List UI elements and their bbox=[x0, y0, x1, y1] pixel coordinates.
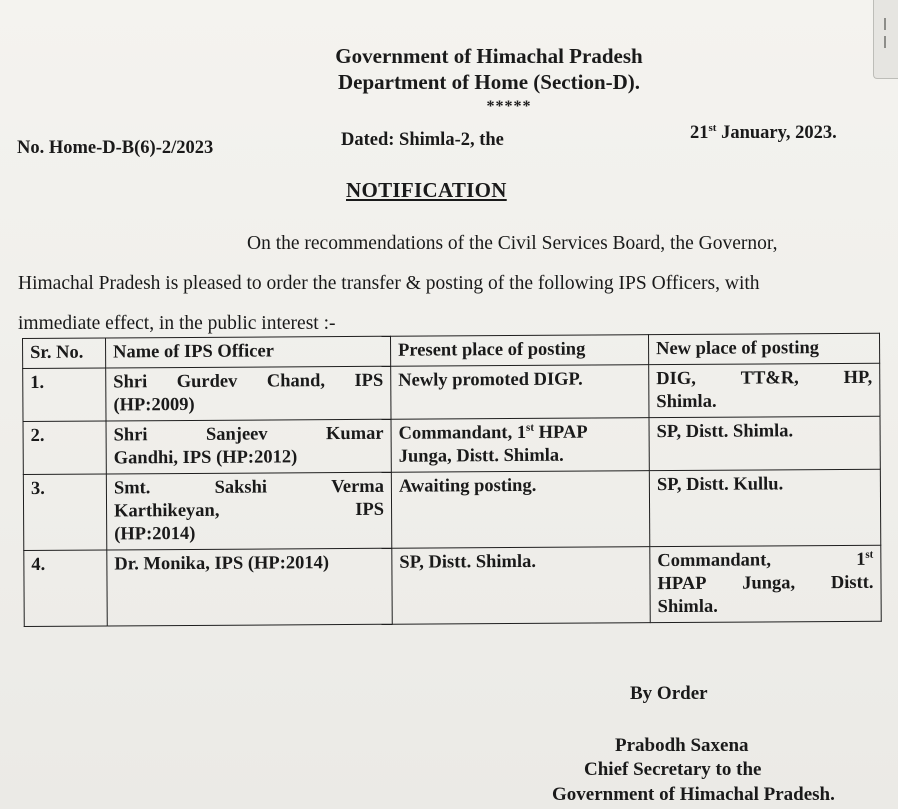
date-value: 21st January, 2023. bbox=[690, 121, 837, 143]
body-line-3: immediate effect, in the public interest :- bbox=[18, 313, 336, 334]
col-header-present: Present place of posting bbox=[390, 335, 648, 367]
file-number: No. Home-D-B(6)-2/2023 bbox=[17, 138, 214, 158]
col-header-new: New place of posting bbox=[648, 333, 879, 364]
body-line-1: On the recommendations of the Civil Services Board, the Governor, bbox=[247, 233, 778, 254]
cell-sr: 4. bbox=[24, 550, 107, 627]
table-row bbox=[23, 363, 880, 421]
table-row bbox=[24, 545, 881, 626]
col-header-name: Name of IPS Officer bbox=[106, 336, 391, 368]
signatory-designation: Chief Secretary to the bbox=[584, 759, 762, 780]
cell-sr: 2. bbox=[23, 421, 106, 475]
cell-present: Newly promoted DIGP. bbox=[391, 365, 649, 420]
cell-name: Dr. Monika, IPS (HP:2014) bbox=[107, 548, 392, 626]
cell-present: SP, Distt. Shimla. bbox=[392, 547, 650, 625]
cell-sr: 3. bbox=[23, 474, 106, 551]
signatory-government: Government of Himachal Pradesh. bbox=[552, 784, 835, 805]
table-row bbox=[23, 469, 880, 550]
body-line-2: Himachal Pradesh is pleased to order the transfer & posting of the following IPS Officers, with bbox=[18, 273, 760, 294]
dated-label: Dated: Shimla-2, the bbox=[341, 130, 504, 150]
cell-name: Shri Gurdev Chand, IPS (HP:2009) bbox=[106, 366, 391, 421]
header-government: Government of Himachal Pradesh bbox=[335, 44, 643, 68]
cell-name: Smt. Sakshi Verma Karthikeyan, IPS (HP:2014) bbox=[106, 472, 391, 550]
signatory-name: Prabodh Saxena bbox=[615, 735, 749, 756]
officers-table bbox=[22, 333, 882, 627]
cell-new: Commandant, 1st HPAP Junga, Distt. Shimla. bbox=[650, 545, 881, 622]
cell-sr: 1. bbox=[23, 368, 106, 422]
header-department: Department of Home (Section-D). bbox=[337, 70, 641, 94]
cell-present: Commandant, 1st HPAP Junga, Distt. Shimla. bbox=[391, 418, 649, 473]
notification-title: NOTIFICATION bbox=[346, 178, 507, 202]
by-order: By Order bbox=[630, 683, 708, 704]
cell-new: DIG, TT&R, HP, Shimla. bbox=[649, 363, 880, 417]
cell-new: SP, Distt. Kullu. bbox=[649, 469, 880, 546]
cell-name: Shri Sanjeev Kumar Gandhi, IPS (HP:2012) bbox=[106, 419, 391, 474]
cell-new: SP, Distt. Shimla. bbox=[649, 416, 880, 470]
table-row bbox=[23, 416, 880, 474]
cell-present: Awaiting posting. bbox=[391, 471, 649, 549]
header-stars: ***** bbox=[486, 98, 532, 115]
col-header-sr: Sr. No. bbox=[23, 338, 106, 369]
